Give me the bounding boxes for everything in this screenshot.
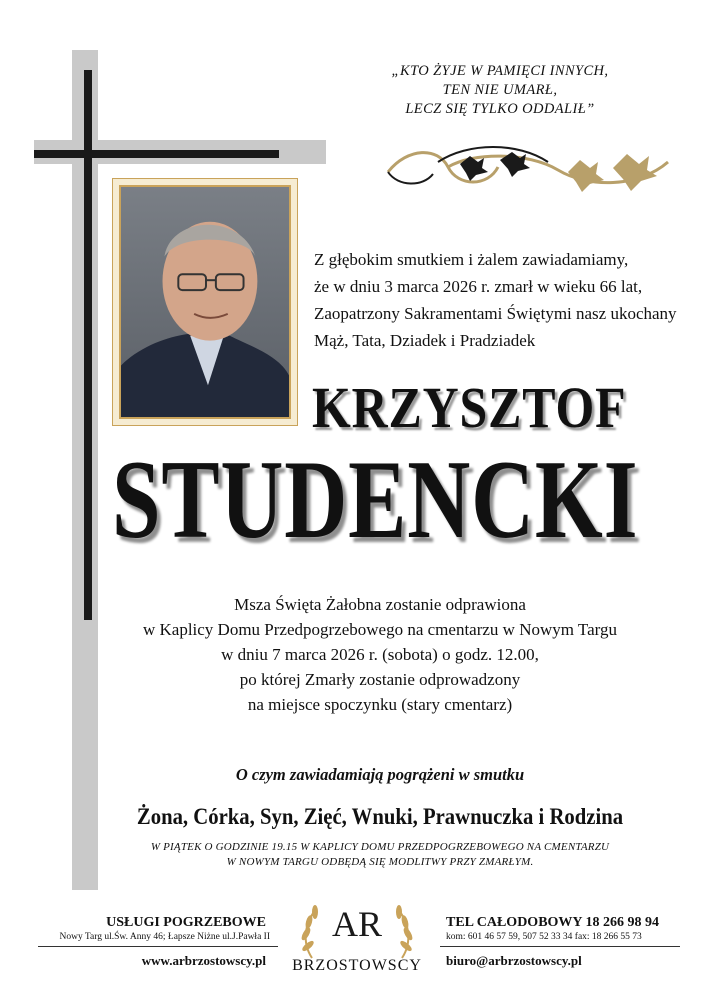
quote-line-2: TEN NIE UMARŁ, [442,82,558,98]
mass-line-3: w dniu 7 marca 2026 r. (sobota) o godz. 12.00, [221,645,539,664]
laurel-logo-icon [282,888,432,968]
company-address: Nowy Targ ul.Św. Anny 46; Łapsze Niżne ul.J.Pawła II [59,932,270,942]
mass-line-5: na miejsce spoczynku (stary cmentarz) [247,695,513,714]
funeral-mass-info [100,592,660,717]
phone-label: TEL CAŁODOBOWY 18 266 98 94 [446,915,660,930]
logo-initials: AR [331,904,383,944]
memorial-quote [350,62,650,119]
mourners-intro: O czym zawiadamiają pogrążeni w smutku [235,765,525,784]
contact-numbers: kom: 601 46 57 59, 507 52 33 34 fax: 18 266 55 73 [446,932,642,942]
deceased-first-name: KRZYSZTOF [312,375,627,440]
ivy-ornament-icon [378,142,678,206]
intro-line-4: Mąż, Tata, Dziadek i Pradziadek [314,331,536,350]
email-link[interactable]: biuro@arbrzostowscy.pl [446,953,582,968]
portrait-photo [119,185,291,419]
quote-line-3: LECZ SIĘ TYLKO ODDALIŁ” [405,101,595,117]
intro-line-2: że w dniu 3 marca 2026 r. zmarł w wieku 66 lat, [314,277,643,296]
intro-line-3: Zaopatrzony Sakramentami Świętymi nasz ukochany [314,304,677,323]
mass-line-2: w Kaplicy Domu Przedpogrzebowego na cmentarzu w Nowym Targu [142,620,618,639]
deceased-last-name: STUDENCKI [112,438,639,562]
quote-line-1: „KTO ŻYJE W PAMIĘCI INNYCH, [391,63,609,79]
announcement-text [314,246,694,354]
mass-line-1: Msza Święta Żałobna zostanie odprawiona [234,595,526,614]
note-line-1: W PIĄTEK O GODZINIE 19.15 W KAPLICY DOMU PRZEDPOGRZEBOWEGO NA CMENTARZU [150,841,610,853]
mass-line-4: po której Zmarły zostanie odprowadzony [239,670,521,689]
company-name: USŁUGI POGRZEBOWE [106,915,266,930]
prayer-note [100,840,660,870]
website-link[interactable]: www.arbrzostowscy.pl [141,953,266,968]
cross-black-horizontal [34,150,279,158]
family-list: Żona, Córka, Syn, Zięć, Wnuki, Prawnuczka i Rodzina [136,804,624,829]
note-line-2: W NOWYM TARGU ODBĘDĄ SIĘ MODLITWY PRZY ZMARŁYM. [226,856,534,868]
footer-divider-right [440,946,680,947]
footer-divider-left [38,946,278,947]
intro-line-1: Z głębokim smutkiem i żalem zawiadamiamy, [314,250,629,269]
logo-name: BRZOSTOWSCY [292,957,422,974]
portrait-frame [112,178,298,426]
